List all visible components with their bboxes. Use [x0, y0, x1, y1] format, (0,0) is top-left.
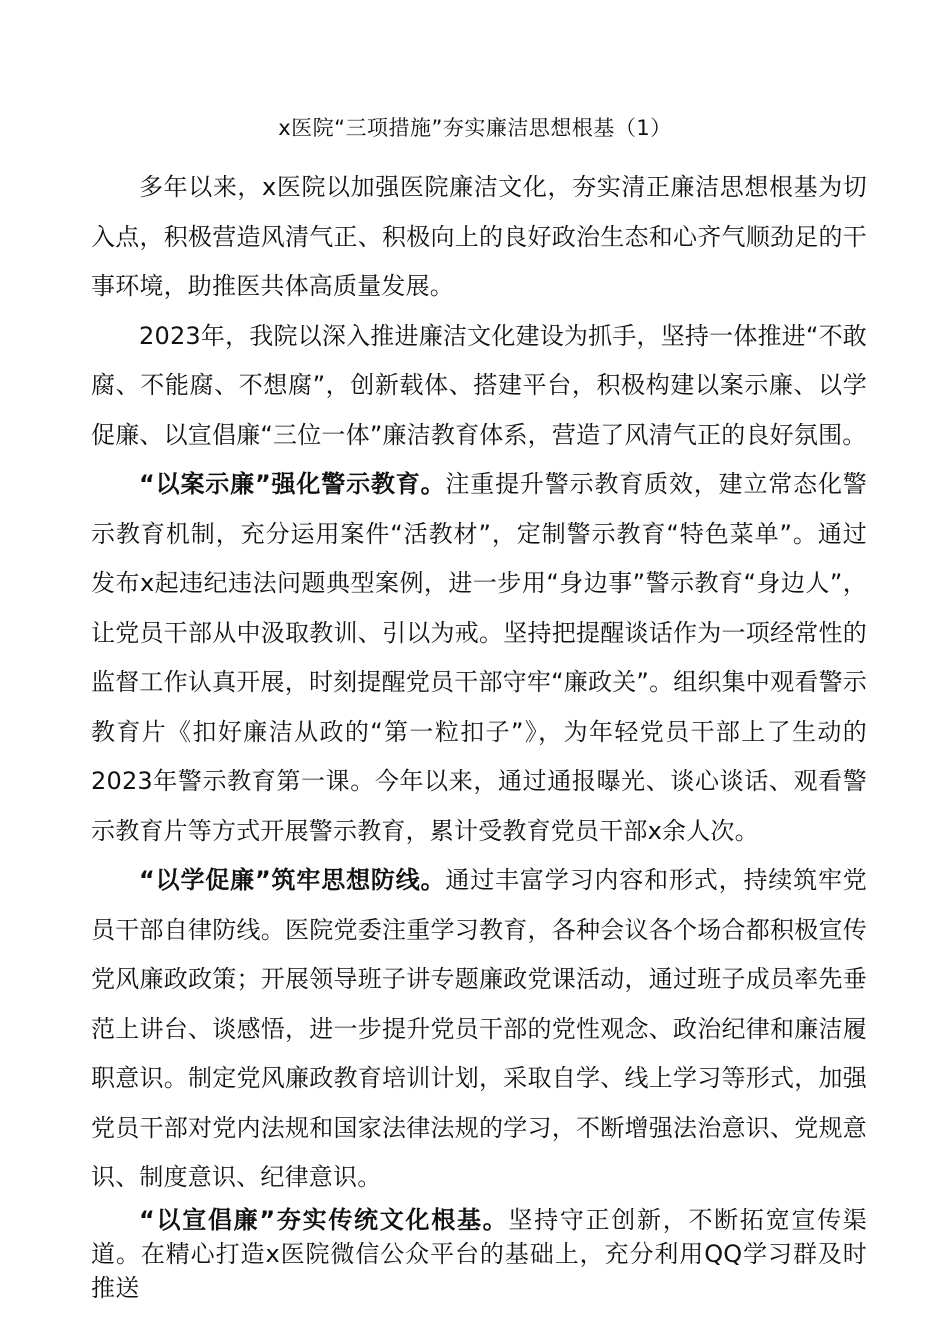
- paragraph-case-warning: [91, 460, 867, 856]
- document-title: x医院“三项措施”夯实廉洁思想根基（1）: [278, 116, 672, 140]
- document-body: [91, 163, 867, 1305]
- paragraph-text: 多年以来，x医院以加强医院廉洁文化，夯实清正廉洁思想根基为切入点，积极营造风清气正、积极向上的良好政治生态和心齐气顺劲足的干事环境，助推医共体高质量发展。: [91, 173, 867, 300]
- paragraph-lead-heading: “以案示廉”强化警示教育。: [139, 470, 446, 498]
- paragraph-text: 坚持守正创新，不断拓宽宣传渠道。在精心打造x医院微信公众平台的基础上，充分利用QQ学习群及时推送: [91, 1205, 867, 1302]
- paragraph-culture-roots: [91, 1203, 867, 1305]
- paragraph-study-defense: [91, 856, 867, 1203]
- paragraph-2023-overview: [91, 312, 867, 461]
- paragraph-text: 注重提升警示教育质效，建立常态化警示教育机制，充分运用案件“活教材”，定制警示教育“特色菜单”。通过发布x起违纪违法问题典型案例，进一步用“身边事”警示教育“身边人”，让党员干部从中汲取教训、引以为戒。坚持把提醒谈话作为一项经常性的监督工作认真开展，时刻提醒党员干部守牢“廉政关”。组织集中观看警示教育片《扣好廉洁从政的“第一粒扣子”》，为年轻党员干部上了生动的2023年警示教育第一课。今年以来，通过通报曝光、谈心谈话、观看警示教育片等方式开展警示教育，累计受教育党员干部x余人次。: [91, 470, 867, 845]
- paragraph-lead-heading: “以学促廉”筑牢思想防线。: [139, 866, 446, 894]
- paragraph-text: 2023年，我院以深入推进廉洁文化建设为抓手，坚持一体推进“不敢腐、不能腐、不想腐”，创新载体、搭建平台，积极构建以案示廉、以学促廉、以宣倡廉“三位一体”廉洁教育体系，营造了风清气正的良好氛围。: [91, 321, 867, 449]
- paragraph-lead-heading: “以宣倡廉”夯实传统文化根基。: [139, 1205, 509, 1234]
- paragraph-text: 通过丰富学习内容和形式，持续筑牢党员干部自律防线。医院党委注重学习教育，各种会议各个场合都积极宣传党风廉政政策；开展领导班子讲专题廉政党课活动，通过班子成员率先垂范上讲台、谈感悟，进一步提升党员干部的党性观念、政治纪律和廉洁履职意识。制定党风廉政教育培训计划，采取自学、线上学习等形式，加强党员干部对党内法规和国家法律法规的学习，不断增强法治意识、党规意识、制度意识、纪律意识。: [91, 866, 867, 1191]
- paragraph-intro: [91, 163, 867, 312]
